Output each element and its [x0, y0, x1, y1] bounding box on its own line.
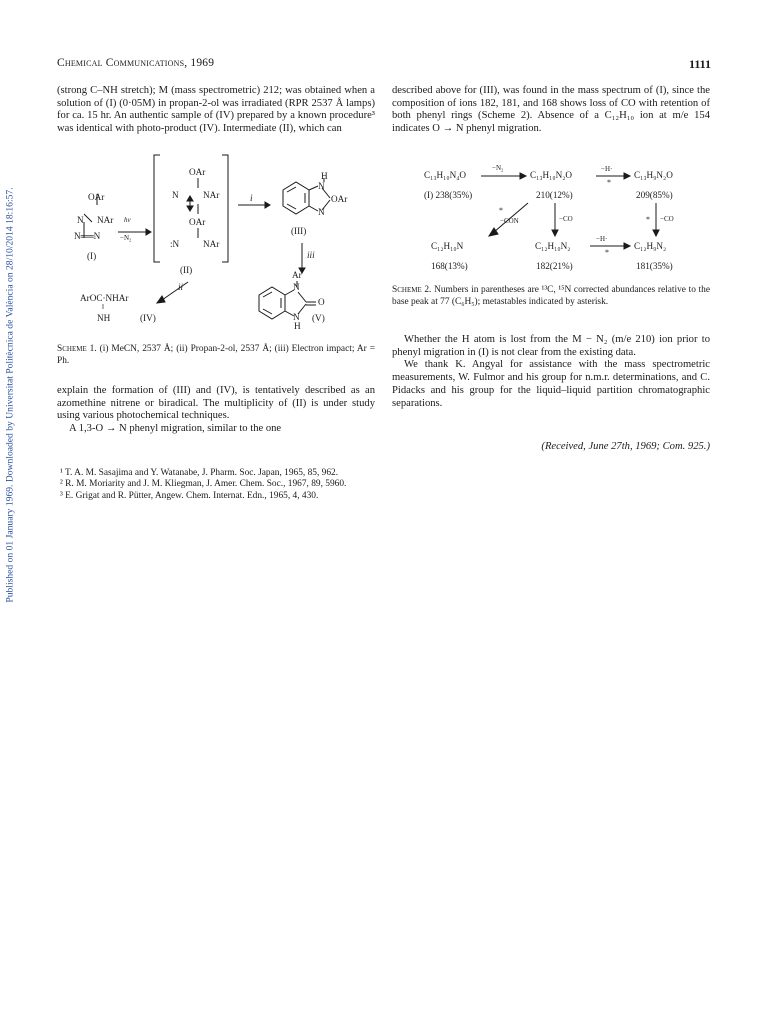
label-n: N — [172, 190, 179, 200]
label-ar: Ar — [292, 270, 302, 280]
step-label-iii: iii — [307, 250, 315, 260]
label-double-bond: ‖ — [102, 303, 104, 311]
arrow-label: −N₂ — [492, 164, 504, 172]
compound-id-IV: (IV) — [140, 313, 156, 323]
arrow-label: −CO — [660, 215, 674, 223]
ion-abundance: 181(35%) — [636, 261, 673, 271]
label-h: H — [294, 321, 301, 331]
acknowledgement: We thank K. Angyal for assistance with the mass spectrometric measurements, W. Fulmor and his group for n.m.r. determinations, and C. Pidacks and his group for the liquid–liquid partition chromatographic separations. — [392, 359, 710, 409]
label-nar: NAr — [97, 215, 114, 225]
arrow-label: −H· — [596, 235, 608, 243]
ion-formula: C₁₂H₁₀N₂ — [535, 241, 571, 251]
label-n: N — [293, 312, 300, 322]
received-note — [541, 441, 710, 452]
ion-formula: C₁₃H₁₀N₄O — [424, 170, 467, 180]
paragraph: A 1,3-O → N phenyl migration, similar to the one — [69, 423, 282, 435]
ion-formula: C₁₂H₁₀N — [431, 241, 464, 251]
label-oar: OAr — [189, 217, 206, 227]
caption-text: (i) MeCN, 2537 Å; (ii) Propan-2-ol, 2537 Å; (iii) Electron impact; Ar = Ph. — [57, 344, 375, 366]
label-oar: OAr — [189, 167, 206, 177]
label-n: N — [77, 215, 84, 225]
paragraph: explain the formation of (III) and (IV), is tentatively described as an azomethine nitrene or biradical. The multiplicity of (II) is under study using various photochemical techniques. — [57, 385, 375, 422]
received-text: (Received, June 27th, 1969; Com. 925.) — [541, 441, 710, 452]
journal-title: Chemical Communications, 1969 — [57, 57, 215, 69]
label-n: N — [318, 181, 325, 191]
page-number: 1111 — [688, 57, 711, 71]
metastable-star: * — [607, 178, 611, 187]
reference-item: ¹ T. A. M. Sasajima and Y. Watanabe, J. Pharm. Soc. Japan, 1965, 85, 962. — [60, 468, 339, 478]
paragraph: Whether the H atom is lost from the M − N₂ (m/e 210) ion prior to phenyl migration in (I) is not clear from the existing data. — [392, 334, 710, 358]
compound-id-V: (V) — [312, 313, 325, 323]
arrow-label: −CON — [500, 217, 519, 225]
caption-text: Numbers in parentheses are ¹³C, ¹⁵N corrected abundances relative to the base peak at 77 (C₆H₅); metastables indicated by asterisk. — [392, 285, 711, 307]
compound-id-II: (II) — [180, 265, 193, 275]
caption-label: Scheme 2. — [392, 285, 432, 295]
metastable-star: * — [605, 248, 609, 257]
scheme-2-caption — [392, 285, 710, 308]
metastable-star: * — [499, 206, 503, 215]
ion-abundance: 210(12%) — [536, 190, 573, 200]
label-n-eq-n: N══N — [74, 231, 101, 241]
side-note-text: Published on 01 January 1969. Downloaded by Universitat Politècnica de València on 28/10/2014 18:16:57. — [4, 187, 16, 603]
ion-formula: C₁₂H₉N₂ — [634, 241, 667, 251]
paragraph: described above for (III), was found in the mass spectrum of (I), since the composition of ions 182, 181, and 168 shows loss of CO with retention of both phenyl rings (Scheme 2). Absence of a C₁₂H₁₀ ion at m/e 154 indicates O → N phenyl migration. — [392, 85, 710, 135]
label-nar: NAr — [203, 239, 220, 249]
ion-abundance: 182(21%) — [536, 261, 573, 271]
ion-abundance: 209(85%) — [636, 190, 673, 200]
reference-item: ³ E. Grigat and R. Pütter, Angew. Chem. Internat. Edn., 1965, 4, 430. — [60, 490, 319, 501]
label-h: H — [321, 171, 328, 181]
ion-abundance: (I) 238(35%) — [424, 190, 473, 200]
label-hv: hν — [124, 216, 131, 224]
ion-formula: C₁₃H₁₀N₂O — [530, 170, 573, 180]
label-n: N — [293, 282, 300, 292]
compound-id-I: (I) — [87, 251, 97, 261]
paragraph: (strong C–NH stretch); M (mass spectrometric) 212; was obtained when a solution of (I) (0·05M) in propan-2-ol was irradiated (RPR 2537 Å lamps) for ca. 15 hr. An authentic sample of (IV) prepared by a known procedure³ was identical with photo-product (IV). Intermediate (II), which can — [57, 85, 375, 135]
metastable-star: * — [646, 215, 650, 224]
step-label-ii: ii — [178, 282, 184, 292]
arrow-label: −H· — [601, 165, 613, 173]
label-n: N — [318, 207, 325, 217]
label-nar: NAr — [203, 190, 220, 200]
label-nh: NH — [97, 313, 111, 323]
ion-abundance: 168(13%) — [431, 261, 468, 271]
caption-label: Scheme 1. — [57, 344, 97, 354]
label-o: O — [318, 297, 325, 307]
step-label-i: i — [250, 193, 253, 203]
label-oar: OAr — [88, 192, 105, 202]
label-n: :N — [170, 239, 180, 249]
references — [60, 468, 346, 502]
arrow-label: −CO — [559, 215, 573, 223]
reference-item: ² R. M. Moriarity and J. M. Kliegman, J. Amer. Chem. Soc., 1967, 89, 5960. — [60, 479, 347, 490]
label-minus-n2: −N₂ — [120, 234, 132, 242]
ion-formula: C₁₃H₉N₂O — [634, 170, 673, 180]
label-aroc-nhar: ArOC·NHAr — [80, 293, 129, 303]
compound-id-III: (III) — [291, 226, 307, 236]
right-column-bottom — [392, 334, 710, 410]
label-oar: OAr — [331, 194, 348, 204]
